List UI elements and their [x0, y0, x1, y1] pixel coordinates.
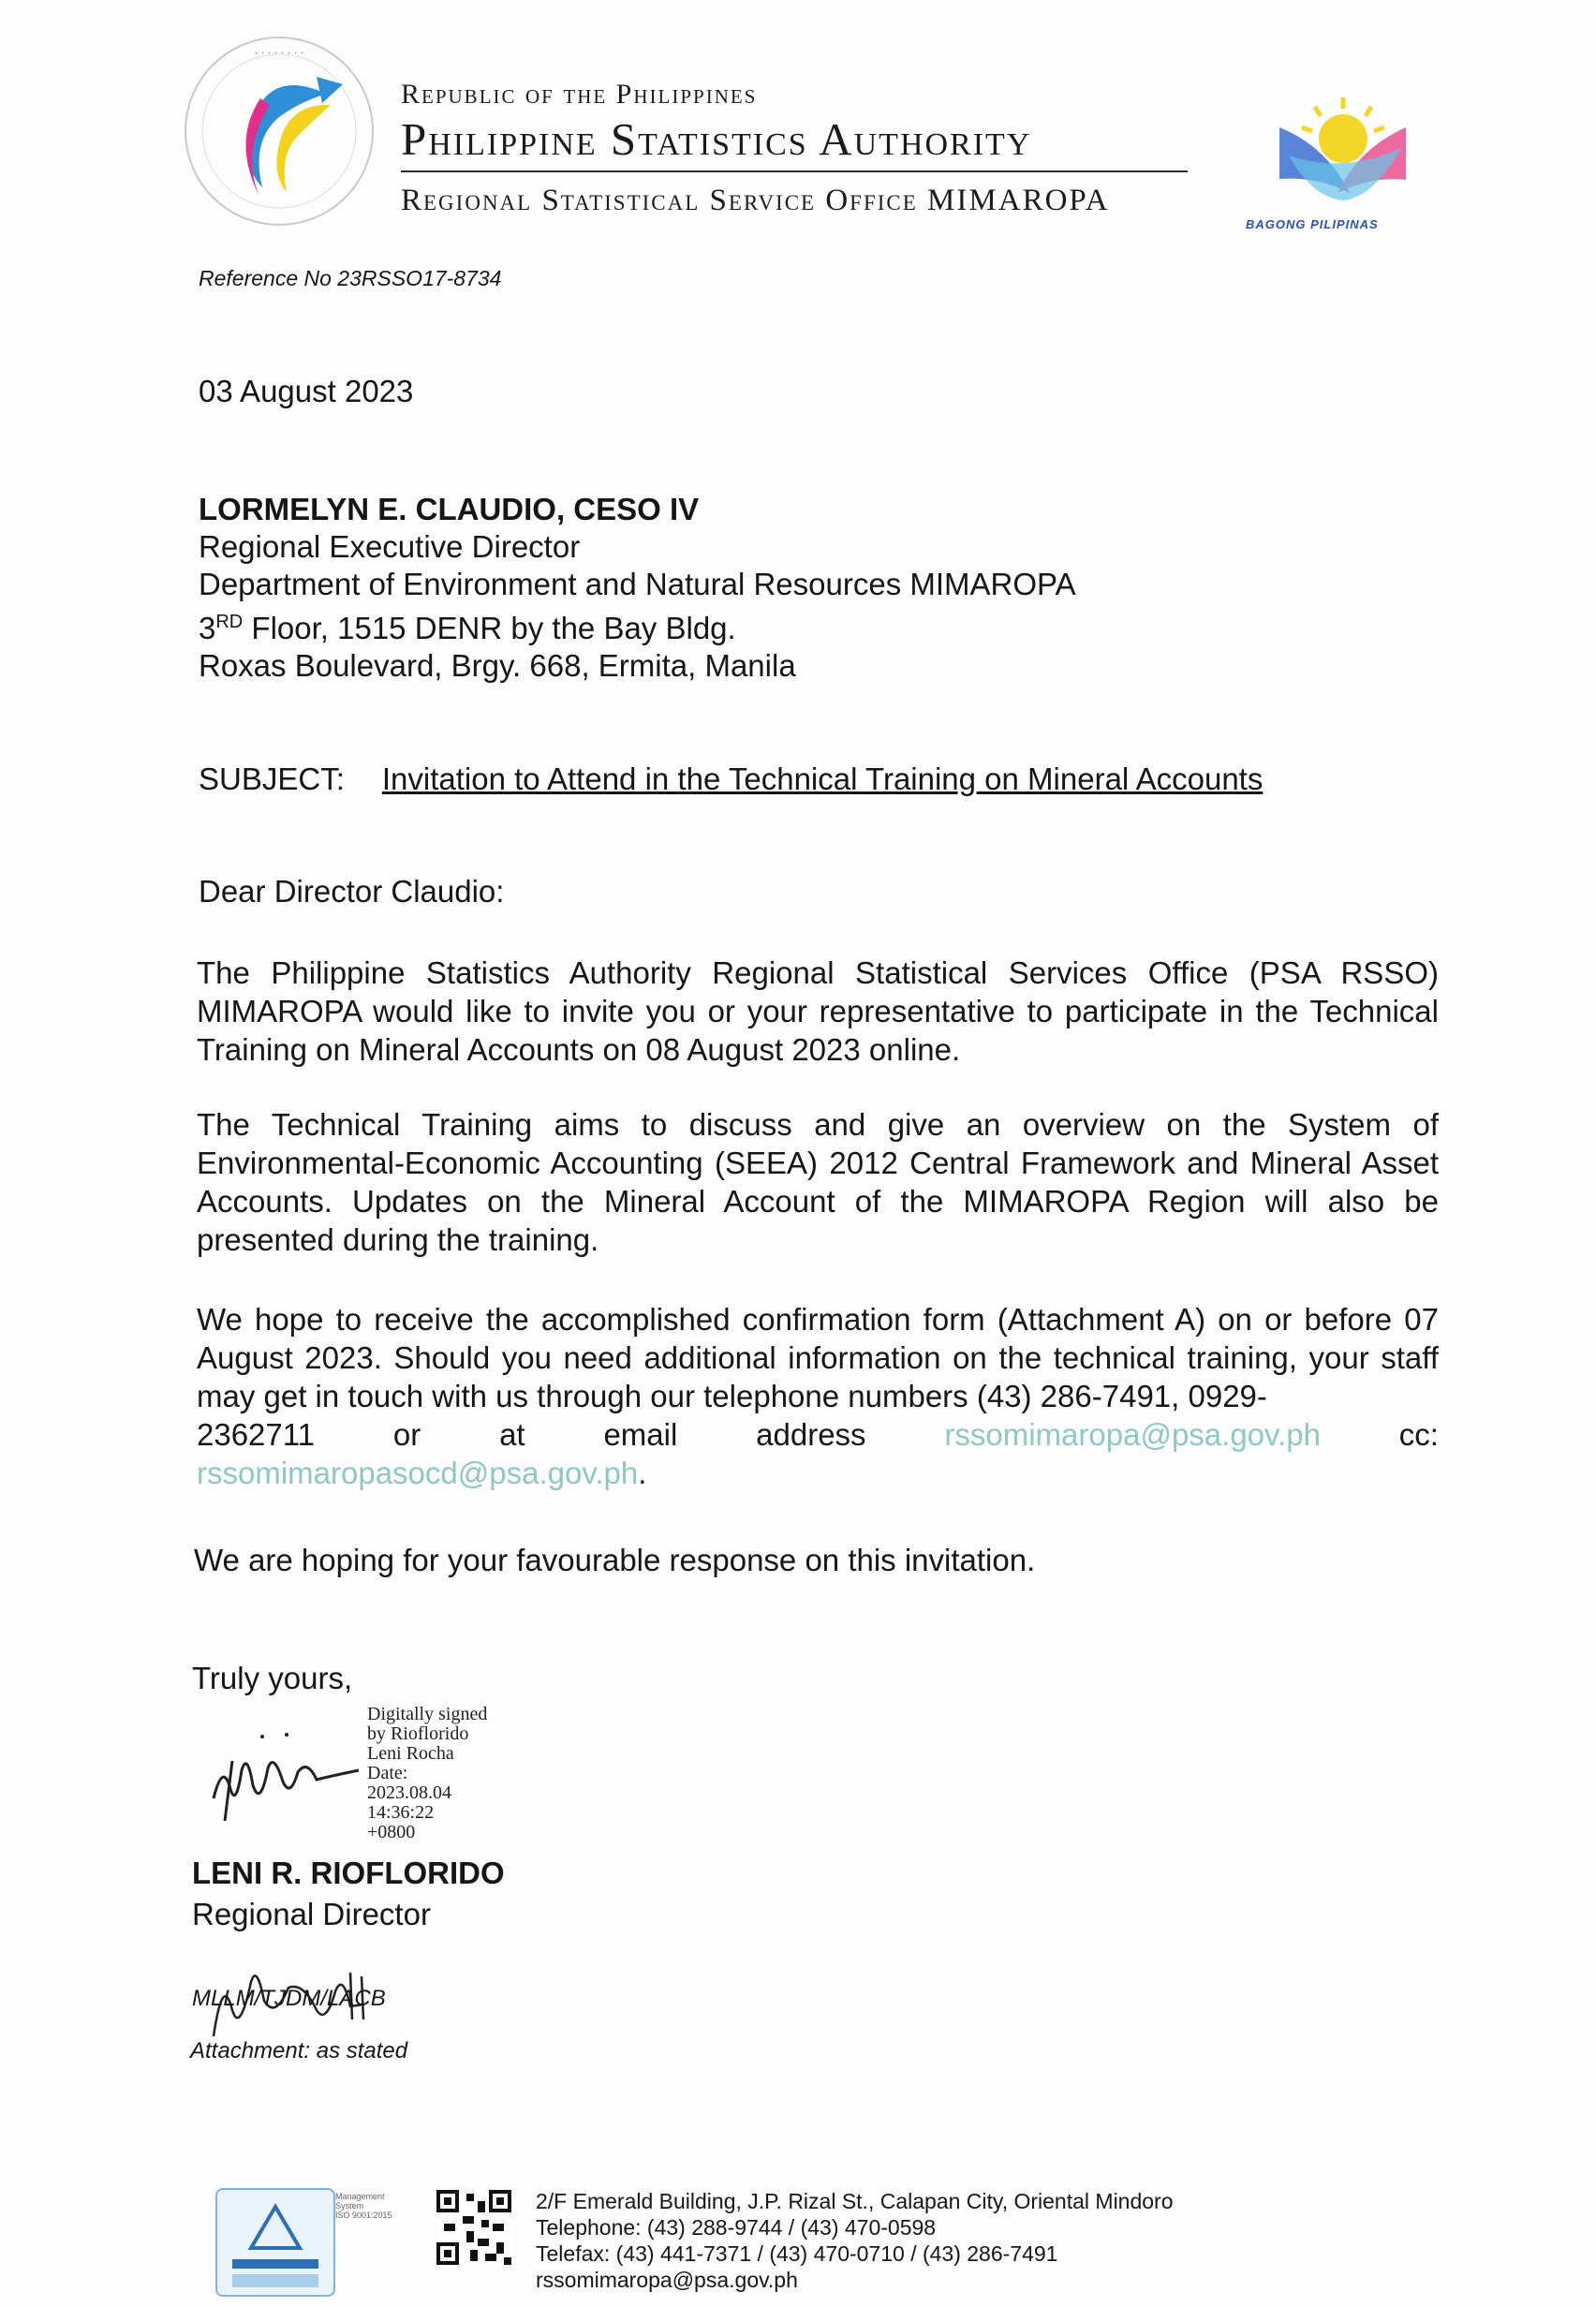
subject-label: SUBJECT: — [199, 762, 345, 796]
phone-end: 2362711 — [197, 1417, 316, 1452]
iso-cert-line: System — [335, 2201, 364, 2211]
address-line-1-rest: Floor, 1515 DENR by the Bay Bldg. — [243, 611, 736, 645]
cc-line — [197, 1454, 1439, 1492]
word-email: email — [603, 1417, 678, 1452]
reference-number: Reference No 23RSSO17-8734 — [199, 266, 502, 290]
recipient-title: Regional Executive Director — [199, 529, 581, 564]
bagong-pilipinas-logo — [1261, 90, 1420, 221]
footer-telefax: Telefax: (43) 441-7371 / (43) 470-0710 / (43) 286-7491 — [536, 2241, 1058, 2266]
footer-telephone: Telephone: (43) 288-9744 / (43) 470-0598 — [536, 2215, 937, 2240]
closing-line: We are hoping for your favourable response on this invitation. — [194, 1543, 1036, 1577]
svg-text:· · · · · · · ·: · · · · · · · · — [254, 47, 304, 59]
letterhead-agency: Philippine Statistics Authority — [401, 113, 1032, 165]
signatory-title: Regional Director — [192, 1897, 431, 1931]
iso-cert-text — [335, 2192, 392, 2220]
footer-email: rssomimaropa@psa.gov.ph — [536, 2268, 798, 2292]
digital-sig-line: +0800 — [367, 1822, 416, 1842]
handwritten-signature — [204, 1723, 368, 1826]
attachment-note: Attachment: as stated — [190, 2038, 408, 2063]
recipient-address-line-1 — [199, 603, 1076, 647]
iso-cert-line: Management — [335, 2192, 385, 2201]
tuv-triangle-icon — [217, 2190, 333, 2295]
word-or: or — [392, 1417, 421, 1452]
salutation: Dear Director Claudio: — [199, 874, 505, 909]
primary-email-link[interactable]: rssomimaropa@psa.gov.ph — [944, 1417, 1321, 1452]
digital-sig-line: by Rioflorido — [367, 1723, 469, 1744]
footer-address: 2/F Emerald Building, J.P. Rizal St., Calapan City, Oriental Mindoro — [536, 2189, 1174, 2213]
letter-date: 03 August 2023 — [199, 374, 414, 408]
tuv-certification-badge — [215, 2188, 335, 2297]
reference-initials: MLLM/TJDM/LACB — [192, 1986, 386, 2011]
subject-value: Invitation to Attend in the Technical Training on Mineral Accounts — [381, 762, 1264, 796]
digital-sig-line: Leni Rocha — [367, 1743, 454, 1764]
paragraph-3-end: . — [638, 1456, 647, 1490]
iso-cert-line: ISO 9001:2015 — [335, 2211, 392, 2220]
digital-sig-line: 14:36:22 — [367, 1802, 435, 1823]
psa-seal-logo — [176, 28, 382, 234]
digital-signature-stamp — [367, 1705, 487, 1842]
digital-sig-line: Date: — [367, 1763, 408, 1783]
digital-sig-line: 2023.08.04 — [367, 1782, 451, 1803]
floor-number: 3 — [199, 611, 216, 645]
footer-contact — [536, 2188, 1174, 2293]
complimentary-close: Truly yours, — [192, 1661, 353, 1695]
recipient-name: LORMELYN E. CLAUDIO, CESO IV — [199, 492, 700, 526]
bagong-pilipinas-text: BAGONG PILIPINAS — [1246, 217, 1379, 231]
qr-code — [436, 2190, 511, 2265]
subject-line — [199, 761, 1263, 798]
signatory-name: LENI R. RIOFLORIDO — [192, 1856, 505, 1890]
recipient-block — [199, 491, 1076, 685]
cc-label: cc: — [1398, 1417, 1439, 1452]
recipient-department: Department of Environment and Natural Resources MIMAROPA — [199, 567, 1076, 601]
digital-sig-line: Digitally signed — [367, 1704, 488, 1724]
letterhead-office: Regional Statistical Service Office MIMAROPA — [401, 184, 1110, 217]
body-paragraph-1: The Philippine Statistics Authority Regional Statistical Services Office (PSA RSSO) MIMAROPA would like to invite you or your representative to participate in the Technical Training on Mineral Accounts on 08 August 2023 online. — [197, 955, 1439, 1067]
recipient-address-line-2: Roxas Boulevard, Brgy. 668, Ermita, Manila — [199, 648, 796, 683]
word-address: address — [756, 1417, 866, 1452]
word-at: at — [499, 1417, 525, 1452]
floor-suffix: RD — [215, 612, 244, 632]
letterhead-republic: Republic of the Philippines — [401, 79, 758, 110]
body-paragraph-3 — [197, 1300, 1439, 1492]
cc-email-link[interactable]: rssomimaropasocd@psa.gov.ph — [197, 1456, 639, 1490]
paragraph-3-lead: We hope to receive the accomplished confirmation form (Attachment A) on or before 07 August 2023. Should you need additional information on the technical training, your staff may get in touch with us through our telephone numbers (43) 286-7491, 0929- — [197, 1302, 1439, 1413]
contact-line — [197, 1415, 1439, 1454]
body-paragraph-2: The Technical Training aims to discuss and give an overview on the System of Environmental-Economic Accounting (SEEA) 2012 Central Framework and Mineral Asset Accounts. Updates on the Mineral Account of the MIMAROPA Region will also be presented during the training. — [197, 1107, 1439, 1257]
letterhead-divider — [401, 170, 1188, 172]
